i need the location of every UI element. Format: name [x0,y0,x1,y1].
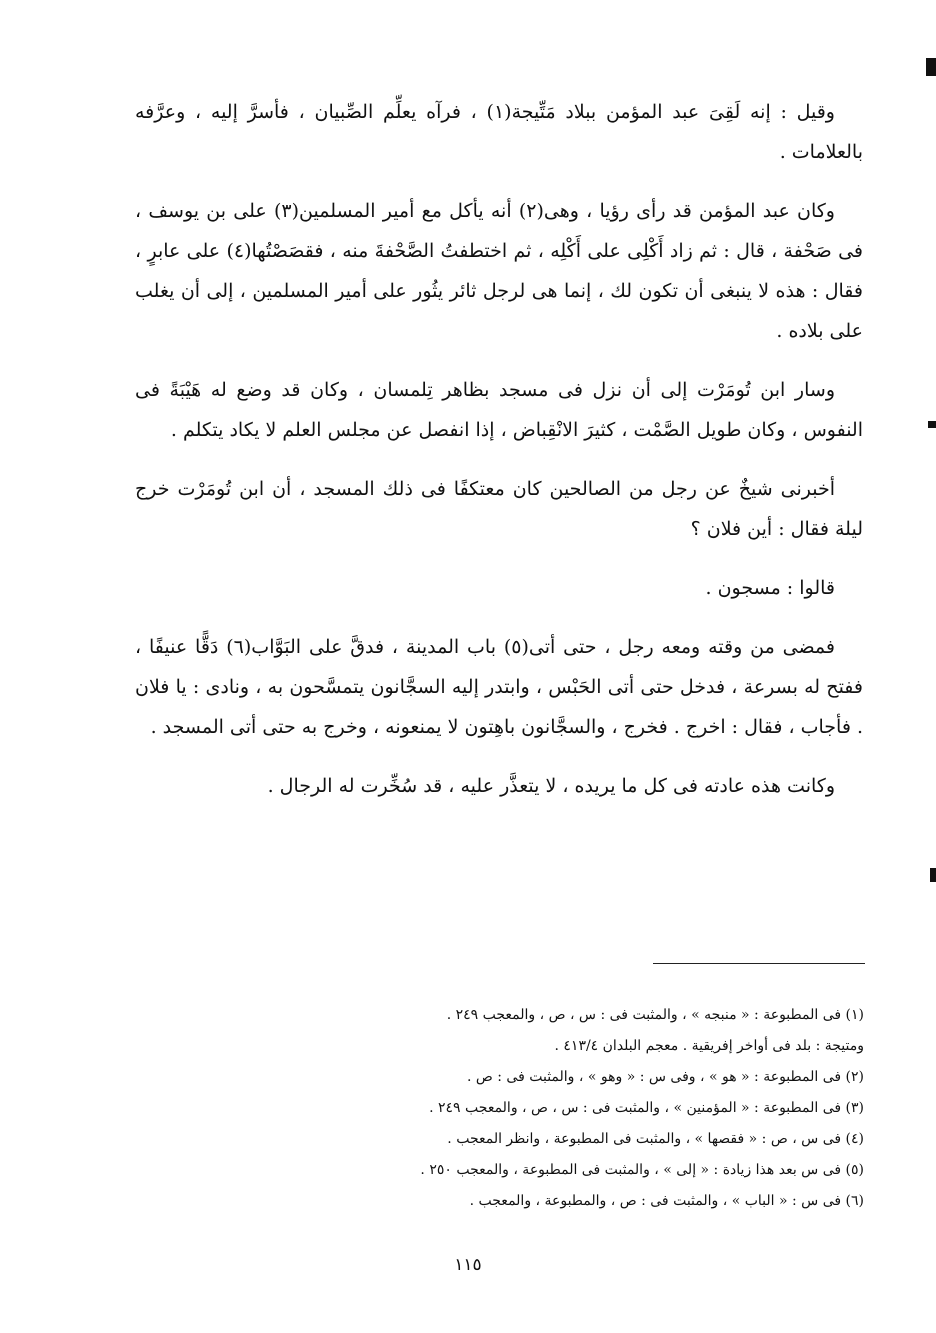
paragraph-4: أخبرنى شيخٌ عن رجل من الصالحين كان معتكفًا فى ذلك المسجد ، أن ابن تُومَرْت خرج ليلة فقال : أين فلان ؟ [135,478,863,540]
edge-mark-top [926,58,936,76]
page-number: ١١٥ [454,1255,482,1275]
footnote-separator [653,963,865,964]
footnote-4: (٤) فى س ، ص : « فقصها » ، والمثبت فى المطبوعة ، وانظر المعجب . [447,1131,864,1147]
footnote-3: (٣) فى المطبوعة : « المؤمنين » ، والمثبت فى : س ، ص ، والمعجب ٢٤٩ . [429,1100,864,1116]
paragraph-7: وكانت هذه عادته فى كل ما يريده ، لا يتعذَّر عليه ، قد سُخِّرت له الرجال . [267,775,835,797]
main-text [135,92,863,825]
footnote-1-continued: ومتيجة : بلد فى أواخر إفريقية . معجم البلدان ٤١٣/٤ . [554,1038,864,1054]
edge-mark-middle [928,421,936,428]
paragraph-3: وسار ابن تُومَرْت إلى أن نزل فى مسجد بظاهر تِلمسان ، وكان قد وضع له هَيْبَةً فى النفوس ، وكان طويل الصَّمْت ، كثيرَ الانْقِباض ، إذا انفصل عن مجلس العلم لا يكاد يتكلم . [135,379,863,441]
paragraph-6: فمضى من وقته ومعه رجل ، حتى أتى(٥) باب المدينة ، فدقَّ على البَوَّاب(٦) دَقًّا عنيفًا ، ففتح له بسرعة ، فدخل حتى أتى الحَبْس ، وابتدر إليه السجَّانون يتمسَّحون به ، ونادى : يا فلان . فأجاب ، فقال : اخرج . فخرج ، والسجَّانون باهِتون لا يمنعونه ، وخرج به حتى أتى المسجد . [135,636,863,738]
footnote-1: (١) فى المطبوعة : « منبجه » ، والمثبت فى : س ، ص ، والمعجب ٢٤٩ . [446,1007,864,1023]
paragraph-5: قالوا : مسجون . [705,577,835,599]
paragraph-1: وقيل : إنه لَقِىَ عبد المؤمن ببلاد مَتِّيجة(١) ، فرآه يعلِّم الصِّبيان ، فأسرَّ إليه ، وعرَّفه بالعلامات . [135,101,863,163]
footnote-6: (٦) فى س : « الباب » ، والمثبت فى : ص ، والمطبوعة ، والمعجب . [469,1193,864,1209]
footnote-2: (٢) فى المطبوعة : « هو » ، وفى س : « وهو » ، والمثبت فى : ص . [466,1069,864,1085]
edge-mark-bottom [930,868,936,882]
paragraph-2: وكان عبد المؤمن قد رأى رؤيا ، وهى(٢) أنه يأكل مع أمير المسلمين(٣) على بن يوسف ، فى صَحْفة ، قال : ثم زاد أَكْلِى على أَكْلِه ، ثم اختطفتُ الصَّحْفةَ منه ، فقصَصْتُها(٤) على عابرٍ ، فقال : هذه لا ينبغى أن تكون لك ، إنما هى لرجل ثائر يثُور على أمير المسلمين ، إلى أن يغلب على بلاده . [135,200,863,342]
footnote-5: (٥) فى س بعد هذا زيادة : « إلى » ، والمثبت فى المطبوعة ، والمعجب ٢٥٠ . [420,1162,864,1178]
footnotes [380,1000,864,1217]
